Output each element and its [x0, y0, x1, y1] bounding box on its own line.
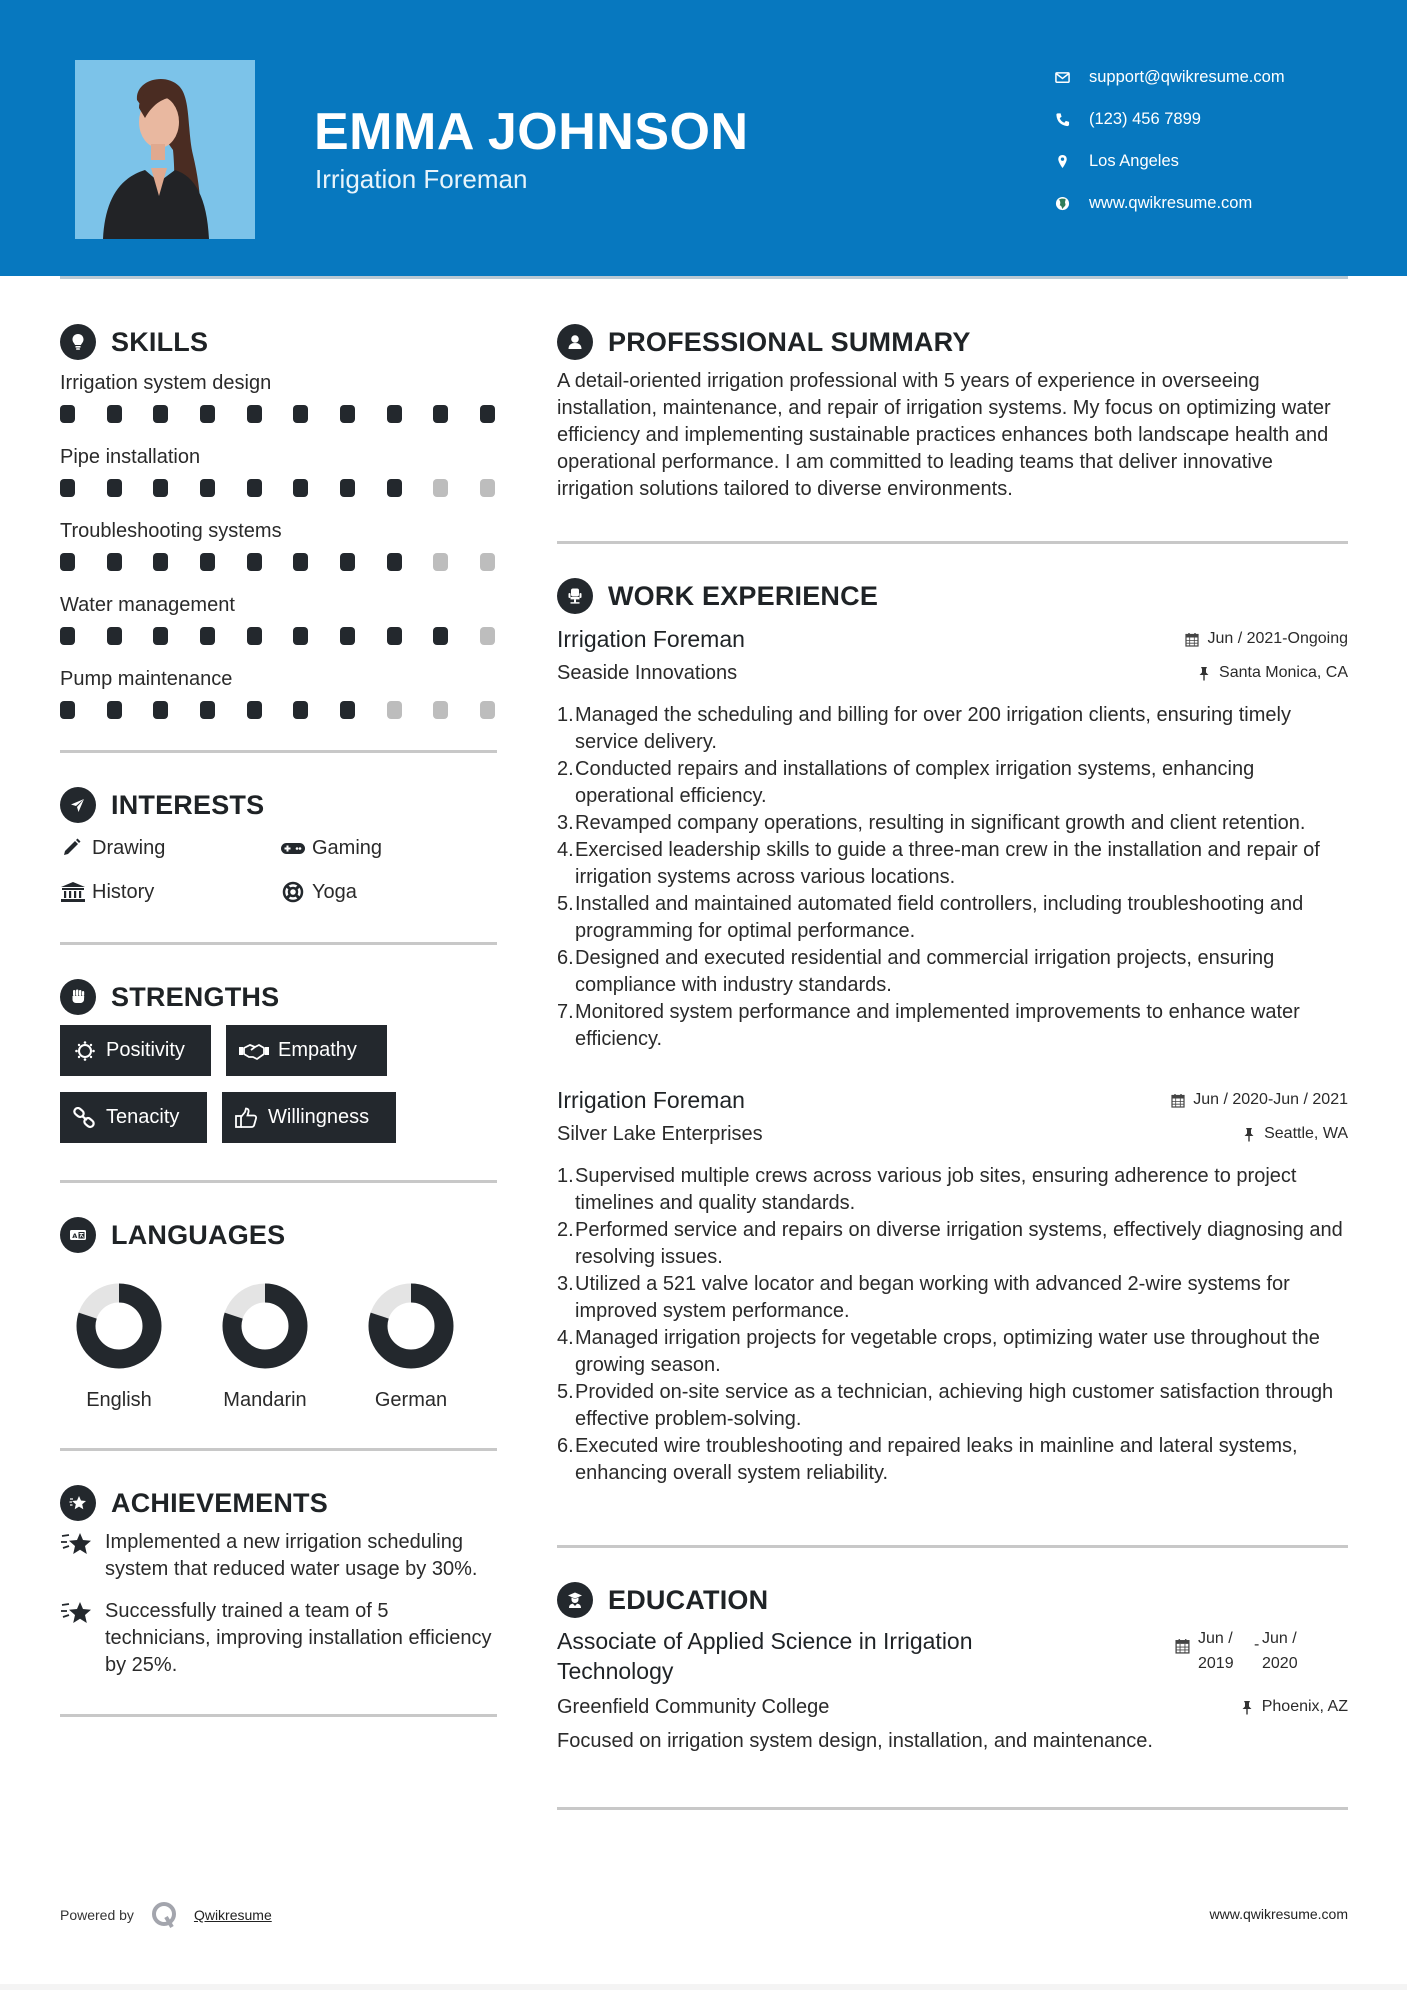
rating-dot-filled: [340, 701, 355, 719]
user-icon: [557, 324, 593, 360]
left-column: [60, 320, 497, 1717]
interest-gaming: [280, 833, 480, 863]
section-divider: [60, 1714, 497, 1717]
education-header: [557, 1626, 1348, 1686]
rating-dot-filled: [153, 627, 168, 645]
graduate-icon: [557, 1582, 593, 1618]
job-entry: [557, 1083, 1348, 1487]
rating-dot-filled: [153, 479, 168, 497]
strength-label: Willingness: [268, 1106, 370, 1128]
rating-dot-filled: [247, 405, 262, 423]
education-title: EDUCATION: [608, 1584, 769, 1615]
star-badge-icon: [60, 1485, 96, 1521]
rating-dot-filled: [293, 701, 308, 719]
bullet-text: Conducted repairs and installations of complex irrigation systems, enhancing operational efficiency.: [575, 758, 1255, 807]
languages-title: LANGUAGES: [111, 1219, 286, 1250]
job-bullet: [557, 1325, 1348, 1379]
language-english: [76, 1283, 162, 1412]
bullet-number: 4.: [557, 1327, 574, 1349]
bullet-number: 2.: [557, 758, 574, 780]
education-heading: [557, 1578, 1348, 1622]
job-bullet: [557, 810, 1348, 837]
bullet-number: 5.: [557, 1381, 574, 1403]
shooting-star-icon: [60, 1531, 94, 1557]
rating-dot-empty: [480, 701, 495, 719]
section-divider: [557, 1545, 1348, 1548]
interest-history: [60, 877, 280, 907]
company-name: Seaside Innovations: [557, 661, 738, 684]
rating-dot-filled: [107, 627, 122, 645]
interests-grid: [60, 831, 497, 907]
summary-section: [557, 320, 1348, 544]
skills-title: SKILLS: [111, 326, 209, 357]
rating-dot-filled: [200, 701, 215, 719]
sun-icon: [72, 1040, 98, 1062]
rating-dot-filled: [433, 405, 448, 423]
job-dates-text: Jun / 2020-Jun / 2021: [1193, 1091, 1348, 1108]
job-bullet: [557, 1163, 1348, 1217]
contact-list: [1055, 56, 1285, 224]
achievements-section: [60, 1481, 497, 1717]
summary-title: PROFESSIONAL SUMMARY: [608, 326, 971, 357]
interest-yoga: [280, 877, 480, 907]
bullet-text: Exercised leadership skills to guide a three-man crew in the installation and repair of irrigation systems across various locations.: [575, 839, 1320, 888]
rating-dot-filled: [247, 553, 262, 571]
interest-drawing: [60, 833, 280, 863]
interest-label: History: [92, 880, 155, 903]
rating-dot-filled: [387, 479, 402, 497]
bullet-number: 1.: [557, 704, 574, 726]
bullet-text: Executed wire troubleshooting and repaired leaks in mainline and lateral systems, enhancing overall system reliability.: [575, 1435, 1298, 1484]
rating-dot-filled: [107, 405, 122, 423]
job-entry: [557, 622, 1348, 1053]
header-divider: [60, 276, 1348, 279]
rating-dot-filled: [340, 405, 355, 423]
rating-dot-filled: [387, 405, 402, 423]
section-divider: [60, 942, 497, 945]
language-name: Mandarin: [223, 1389, 307, 1411]
job-dates: [1185, 630, 1348, 648]
rating-dot-filled: [107, 553, 122, 571]
thumbs-up-icon: [234, 1107, 260, 1129]
skill-rating: [60, 398, 497, 442]
bullet-text: Managed the scheduling and billing for over 200 irrigation clients, ensuring timely service delivery.: [575, 704, 1291, 753]
life-ring-icon: [280, 881, 306, 903]
rating-dot-empty: [433, 553, 448, 571]
map-marker-icon: [1055, 154, 1089, 169]
school-name: Greenfield Community College: [557, 1695, 830, 1718]
bullet-text: Revamped company operations, resulting in significant growth and client retention.: [575, 812, 1306, 834]
strengths-heading: [60, 975, 497, 1019]
pencil-icon: [60, 837, 86, 859]
bullet-number: 6.: [557, 947, 574, 969]
language-name: German: [374, 1389, 448, 1411]
job-bullets: [557, 1163, 1348, 1487]
job-bullets: [557, 702, 1348, 1053]
rating-dot-filled: [60, 405, 75, 423]
skill-name: Irrigation system design: [60, 372, 272, 394]
job-subheader: [557, 1117, 1348, 1151]
rating-dot-empty: [433, 701, 448, 719]
handshake-icon: [238, 1040, 270, 1062]
language-donut-chart: [368, 1283, 454, 1369]
section-divider: [557, 1807, 1348, 1810]
contact-phone[interactable]: [1055, 98, 1285, 140]
language-german: [368, 1283, 454, 1412]
pushpin-icon: [1242, 1127, 1256, 1142]
skills-heading: [60, 320, 497, 364]
interests-section: [60, 783, 497, 945]
bullet-text: Provided on-site service as a technician, achieving high customer satisfaction through effective problem-solving.: [575, 1381, 1334, 1430]
bullet-text: Supervised multiple crews across various job sites, ensuring adherence to project timelines and quality standards.: [575, 1165, 1297, 1214]
qwikresume-logo-icon: [150, 1900, 180, 1930]
right-column: [557, 320, 1348, 1810]
language-name: English: [86, 1389, 152, 1411]
education-location-text: Phoenix, AZ: [1261, 1698, 1348, 1715]
strength-tenacity: [60, 1092, 207, 1143]
summary-text: A detail-oriented irrigation professional with 5 years of experience in overseeing installation, maintenance, and repair of irrigation systems. My focus on optimizing water efficiency and implementing sustainable practices enhances both landscape health and operational performance. I am committed to leading teams that deliver innovative irrigation solutions tailored to diverse environments.: [557, 370, 1331, 500]
contact-phone-text: (123) 456 7899: [1089, 109, 1201, 128]
company-name: Silver Lake Enterprises: [557, 1122, 763, 1145]
rating-dot-filled: [293, 479, 308, 497]
rating-dot-filled: [200, 479, 215, 497]
profile-photo: [75, 60, 255, 239]
globe-icon: [1055, 196, 1089, 211]
rating-dot-filled: [293, 553, 308, 571]
strength-positivity: [60, 1025, 211, 1076]
bullet-number: 7.: [557, 1001, 574, 1023]
calendar-icon: [1185, 632, 1199, 647]
bullet-text: Monitored system performance and implemented improvements to enhance water efficiency.: [575, 1001, 1300, 1050]
rating-dot-empty: [480, 479, 495, 497]
interest-label: Yoga: [312, 880, 357, 903]
achievement-item: [60, 1529, 497, 1583]
footer-powered-by: [60, 1900, 272, 1930]
footer-website[interactable]: www.qwikresume.com: [1209, 1906, 1348, 1922]
rating-dot-filled: [247, 627, 262, 645]
job-dates: [1171, 1091, 1348, 1109]
bullet-text: Utilized a 521 valve locator and began working with advanced 2-wire systems for improved system performance.: [575, 1273, 1290, 1322]
phone-icon: [1055, 112, 1089, 127]
skill-rating: [60, 620, 497, 664]
rating-dot-filled: [480, 405, 495, 423]
strengths-title: STRENGTHS: [111, 981, 280, 1012]
contact-website-text: www.qwikresume.com: [1089, 193, 1253, 212]
rating-dot-filled: [340, 627, 355, 645]
rating-dot-filled: [200, 553, 215, 571]
job-subheader: [557, 656, 1348, 690]
achievements-list: [60, 1529, 497, 1679]
shooting-star-icon: [60, 1600, 94, 1626]
contact-email-text: support@qwikresume.com: [1089, 67, 1285, 86]
rating-dot-filled: [387, 627, 402, 645]
rating-dot-filled: [153, 405, 168, 423]
rating-dot-filled: [107, 701, 122, 719]
strength-label: Positivity: [106, 1039, 185, 1061]
job-bullet: [557, 945, 1348, 999]
powered-by-label: Powered by: [60, 1907, 134, 1923]
skill-name: Troubleshooting systems: [60, 520, 282, 542]
job-bullet: [557, 1271, 1348, 1325]
envelope-icon: [1055, 70, 1089, 85]
job-location-text: Seattle, WA: [1264, 1125, 1348, 1142]
education-dates: [1175, 1626, 1318, 1686]
rating-dot-filled: [433, 627, 448, 645]
job-bullet: [557, 837, 1348, 891]
date-separator: -: [1254, 1636, 1260, 1653]
section-divider: [60, 1180, 497, 1183]
interest-label: Gaming: [312, 836, 383, 859]
candidate-role: Irrigation Foreman: [315, 164, 528, 194]
job-bullet: [557, 891, 1348, 945]
education-location: [1240, 1698, 1348, 1716]
job-bullet: [557, 1379, 1348, 1433]
contact-website[interactable]: [1055, 182, 1285, 224]
job-bullet: [557, 702, 1348, 756]
skill-rating: [60, 694, 497, 738]
rating-dot-filled: [247, 479, 262, 497]
skill-name: Pipe installation: [60, 446, 201, 468]
skill-rating: [60, 472, 497, 516]
achievement-item: [60, 1598, 497, 1679]
gamepad-icon: [280, 837, 306, 859]
strengths-section: [60, 975, 497, 1183]
page-bottom-edge: [0, 1984, 1407, 1990]
rating-dot-filled: [340, 479, 355, 497]
job-bullet: [557, 756, 1348, 810]
bullet-number: 2.: [557, 1219, 574, 1241]
rating-dot-filled: [340, 553, 355, 571]
pushpin-icon: [1240, 1700, 1254, 1715]
job-bullet: [557, 1433, 1348, 1487]
rating-dot-empty: [480, 627, 495, 645]
languages-heading: [60, 1213, 497, 1257]
education-end: Jun / 2020: [1262, 1630, 1298, 1672]
experience-title: WORK EXPERIENCE: [608, 580, 879, 611]
pushpin-icon: [1197, 666, 1211, 681]
rating-dot-filled: [247, 701, 262, 719]
rating-dot-filled: [60, 479, 75, 497]
candidate-name: EMMA JOHNSON: [314, 103, 749, 161]
rating-dot-filled: [293, 405, 308, 423]
job-dates-text: Jun / 2021-Ongoing: [1207, 630, 1348, 647]
languages-list: [60, 1283, 497, 1412]
strength-empathy: [226, 1025, 387, 1076]
rating-dot-filled: [293, 627, 308, 645]
rating-dot-filled: [200, 405, 215, 423]
contact-email[interactable]: [1055, 56, 1285, 98]
language-mandarin: [222, 1283, 308, 1412]
bank-icon: [60, 881, 86, 903]
job-bullet: [557, 999, 1348, 1053]
interests-heading: [60, 783, 497, 827]
job-location: [1242, 1125, 1348, 1143]
education-description: Focused on irrigation system design, installation, and maintenance.: [557, 1730, 1153, 1752]
header-band: [0, 0, 1407, 276]
skill-rating: [60, 546, 497, 590]
job-header: [557, 1083, 1348, 1117]
bullet-text: Designed and executed residential and commercial irrigation projects, ensuring compliance with industry standards.: [575, 947, 1275, 996]
language-donut-chart: [76, 1283, 162, 1369]
language-donut-chart: [222, 1283, 308, 1369]
contact-location: [1055, 140, 1285, 182]
section-divider: [60, 1448, 497, 1451]
bullet-number: 3.: [557, 1273, 574, 1295]
strength-label: Empathy: [278, 1039, 357, 1061]
bullet-number: 5.: [557, 893, 574, 915]
calendar-icon: [1175, 1638, 1190, 1654]
rating-dot-empty: [433, 479, 448, 497]
degree-title: Associate of Applied Science in Irrigation Technology: [557, 1628, 973, 1684]
section-divider: [557, 541, 1348, 544]
job-bullet: [557, 1217, 1348, 1271]
rating-dot-empty: [480, 553, 495, 571]
rating-dot-filled: [387, 553, 402, 571]
education-section: [557, 1578, 1348, 1810]
qwikresume-link[interactable]: Qwikresume: [193, 1907, 272, 1923]
paper-plane-icon: [60, 787, 96, 823]
languages-section: [60, 1213, 497, 1451]
svg-text:A: A: [72, 1232, 78, 1240]
bullet-number: 6.: [557, 1435, 574, 1457]
experience-heading: [557, 574, 1348, 618]
strength-willingness: [222, 1092, 396, 1143]
calendar-icon: [1171, 1093, 1185, 1108]
achievement-text: Successfully trained a team of 5 technicians, improving installation efficiency by 25%.: [105, 1600, 492, 1676]
interests-title: INTERESTS: [111, 789, 265, 820]
rating-dot-filled: [153, 553, 168, 571]
experience-section: [557, 574, 1348, 1548]
skill-name: Pump maintenance: [60, 668, 233, 690]
rating-dot-filled: [60, 553, 75, 571]
rating-dot-filled: [153, 701, 168, 719]
skill-name: Water management: [60, 594, 235, 616]
achievements-title: ACHIEVEMENTS: [111, 1487, 328, 1518]
achievements-heading: [60, 1481, 497, 1525]
bullet-number: 3.: [557, 812, 574, 834]
rating-dot-filled: [60, 701, 75, 719]
strengths-list: [60, 1025, 420, 1143]
education-start: Jun / 2019: [1198, 1630, 1234, 1672]
bullet-number: 1.: [557, 1165, 574, 1187]
language-icon: [60, 1217, 96, 1253]
rating-dot-filled: [107, 479, 122, 497]
skills-section: [60, 320, 497, 753]
rating-dot-filled: [200, 627, 215, 645]
strength-label: Tenacity: [106, 1106, 180, 1128]
lightbulb-icon: [60, 324, 96, 360]
job-location-text: Santa Monica, CA: [1219, 664, 1348, 681]
education-subheader: [557, 1690, 1348, 1724]
achievement-text: Implemented a new irrigation scheduling system that reduced water usage by 30%.: [105, 1531, 478, 1580]
bullet-text: Installed and maintained automated field controllers, including troubleshooting and programming for optimal performance.: [575, 893, 1304, 942]
summary-heading: [557, 320, 1348, 364]
bullet-text: Performed service and repairs on diverse irrigation systems, effectively diagnosing and resolving issues.: [575, 1219, 1343, 1268]
bullet-number: 4.: [557, 839, 574, 861]
rating-dot-filled: [60, 627, 75, 645]
rating-dot-empty: [387, 701, 402, 719]
job-location: [1197, 664, 1348, 682]
section-divider: [60, 750, 497, 753]
interest-label: Drawing: [92, 836, 166, 859]
person-photo-illustration: [75, 60, 255, 239]
job-title: Irrigation Foreman: [557, 625, 745, 652]
skills-list: [60, 368, 497, 738]
office-chair-icon: [557, 578, 593, 614]
job-header: [557, 622, 1348, 656]
fist-icon: [60, 979, 96, 1015]
job-title: Irrigation Foreman: [557, 1086, 745, 1113]
bullet-text: Managed irrigation projects for vegetable crops, optimizing water use throughout the growing season.: [575, 1327, 1320, 1376]
link-icon: [72, 1107, 98, 1129]
contact-location-text: Los Angeles: [1089, 151, 1179, 170]
